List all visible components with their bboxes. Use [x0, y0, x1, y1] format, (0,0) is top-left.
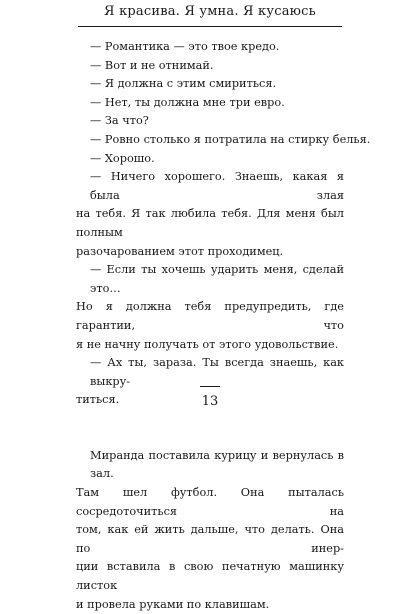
text-line: и провела руками по клавишам.	[76, 597, 270, 611]
text-line: — За что?	[90, 114, 149, 128]
text-line: — Романтика — это твое кредо.	[90, 40, 280, 53]
paragraph-gap	[76, 410, 344, 447]
text-line: — Ровно столько я потратила на стирку белья.	[90, 132, 371, 146]
text-line: разочарованием этот проходимец.	[76, 244, 284, 258]
text-line: — Ничего хорошего. Знаешь, какая я была злая	[90, 170, 344, 202]
page-number: 13	[201, 394, 219, 409]
text-line: том, как ей жить дальше, что делать. Она по инер-	[76, 523, 344, 555]
text-line: Но я должна тебя предупредить, где гарантии, что	[76, 300, 344, 332]
text-line: Там шел футбол. Она пыталась сосредоточиться на	[76, 486, 344, 518]
text-line: титься.	[76, 393, 120, 407]
text-line: — Ах ты, зараза. Ты всегда знаешь, как выкру-	[90, 356, 344, 388]
text-line: — Я должна с этим смириться.	[90, 77, 277, 91]
footer-rule	[200, 386, 220, 387]
text-line: — Вот и не отнимай.	[90, 58, 214, 72]
text-line: — Хорошо.	[90, 151, 155, 165]
text-line: на тебя. Я так любила тебя. Для меня был полным	[76, 207, 344, 239]
text-line: — Нет, ты должна мне три евро.	[90, 95, 285, 109]
text-line: Миранда поставила курицу и вернулась в зал.	[90, 448, 344, 481]
running-head: Я красива. Я умна. Я кусаюсь	[104, 4, 316, 19]
header-rule	[78, 26, 342, 27]
text-line: — Если ты хочешь ударить меня, сделай это…	[90, 263, 344, 295]
text-line: ции вставила в свою печатную машинку листок	[76, 560, 344, 593]
page-body	[76, 38, 371, 614]
text-line: я не начну получать от этого удовольствие.	[76, 337, 339, 351]
